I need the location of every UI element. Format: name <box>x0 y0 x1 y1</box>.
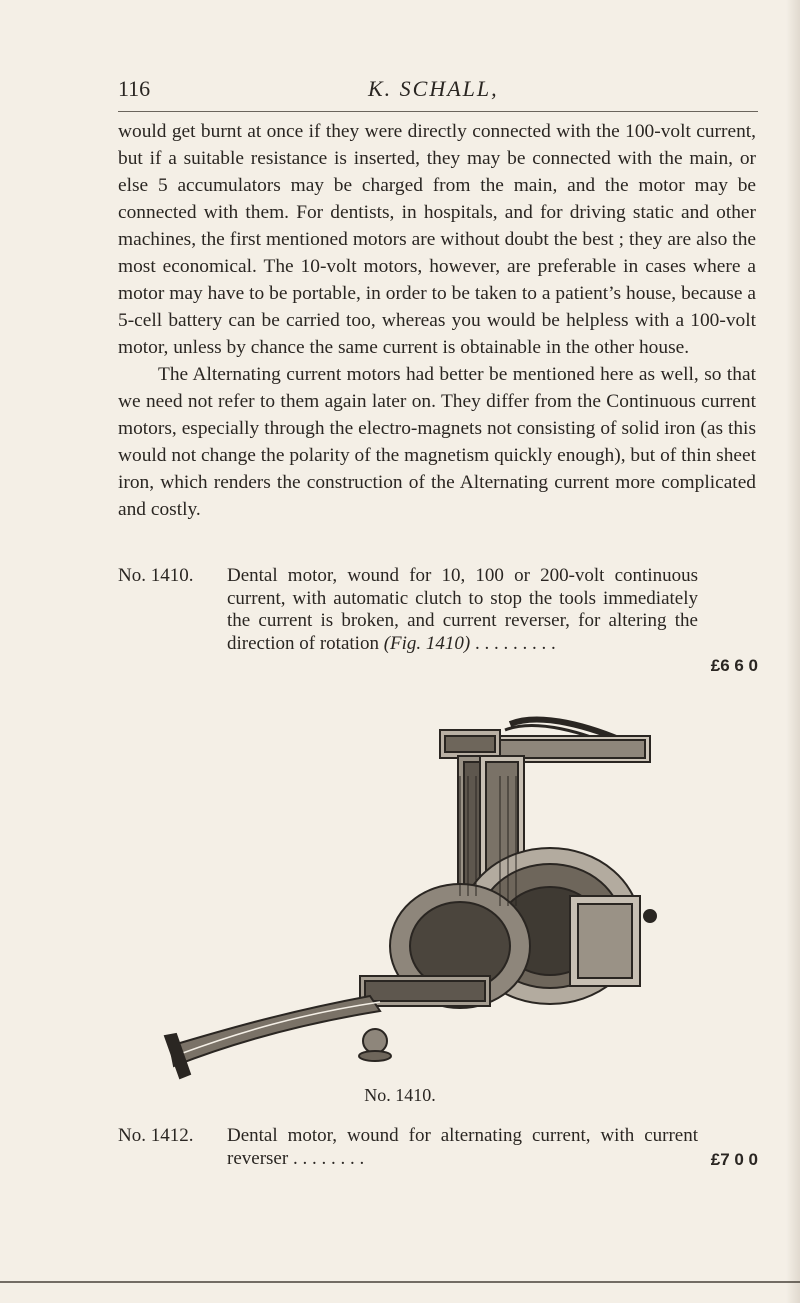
paragraph: The Alternating current motors had better be mentioned here as well, so that we need not refer to them again later on. They differ from the Continuous current motors, especially through the electro-magnets not consisting of solid iron (as this would not change the polarity of the magnetism quickly enough), but of thin sheet iron, which renders the construction of the Alternating current more complicated and costly. <box>118 364 756 520</box>
running-head: K. SCHALL, <box>368 76 499 101</box>
header-rule <box>118 111 758 112</box>
page-bottom-edge <box>0 1281 800 1283</box>
catalog-entry-1412 <box>118 1125 758 1175</box>
catalog-entry-1410 <box>118 565 758 675</box>
page-edge-shadow <box>786 0 800 1303</box>
entry-description <box>227 1125 698 1170</box>
page-number: 116 <box>118 76 151 101</box>
entry-price: £6 6 0 <box>710 656 758 675</box>
dot-leader: . . . . . . . . <box>292 1147 365 1169</box>
entry-description-text: Dental motor, wound for 10, 100 or 200-volt continuous current, with automatic clutch to stop the tools immediately the current is broken, and current reverser, for altering the direction of rotation <box>227 565 698 654</box>
paragraph: would get burnt at once if they were directly connected with the 100-volt current, but if a suitable resistance is inserted, they may be connected with the main, or else 5 accumulators may be charged from the main, and the motor may be connected with them. For dentists, in hospitals, and for driving static and other machines, the first mentioned motors are without doubt the best ; they are also the most economical. The 10-volt motors, however, are preferable in cases where a motor may have to be portable, in order to be taken to a patient’s house, because a 5-cell battery can be carried too, whereas you would be helpless with a 100-volt motor, unless by chance the same current is obtainable in the other house. <box>118 121 756 358</box>
entry-number: No. 1410. <box>118 565 194 586</box>
entry-price: £7 0 0 <box>710 1150 758 1169</box>
dental-motor-illustration <box>160 706 660 1080</box>
dot-leader: . . . . . . . . . <box>475 632 556 654</box>
figure-caption: No. 1410. <box>364 1085 436 1105</box>
page-header <box>118 76 758 108</box>
figure-reference: (Fig. 1410) <box>383 632 471 654</box>
entry-description <box>227 565 698 655</box>
body-text <box>118 118 756 523</box>
entry-description-text: Dental motor, wound for alternating current, with current reverser <box>227 1125 698 1169</box>
entry-number: No. 1412. <box>118 1125 194 1146</box>
